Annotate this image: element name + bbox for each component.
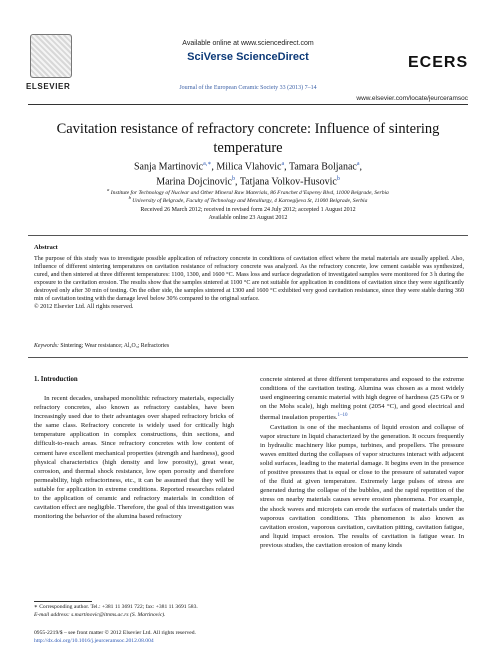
abstract-heading: Abstract	[34, 244, 58, 251]
intro-left-column: In recent decades, unshaped monolithic refractory materials, especially refractory concretes, also known as refractory castables, have been increasingly used due to their advantages over shaped refractory bricks of the same class. Refractory concrete is widely used for critically high temperature application in complex constructions, thin sections, and difficult-to-reach areas. Since refractory concretes with low content of cement have excellent mechanical properties (strength and hardness), good physical characteristics (high density and low porosity), great wear, corrosion, and thermal shock resistance, low open porosity and therefore permeability, high refractoriness, etc., it can be assumed that they will be suitable for application in extreme conditions. Reported researches related to the application of ceramic and refractory materials in condition of cavitation effect are negligible. Therefore, the goal of this investigation was monitoring the behavior of the alumina based refractory	[34, 395, 234, 521]
online-date: Available online 23 August 2012	[208, 215, 288, 221]
abstract-text: The purpose of this study was to investigate possible application of refractory concrete in conditions of cavitation effect where the metal materials are usually applied. Also, influence of different sintering temperatures on cavitation resistance of refractory concrete was analyzed. As the refractory concrete, low cement castable was synthesized, cured, and then sintered at three different temperatures: 1100, 1300, and 1600 °C. Mass loss and surface degradation of investigated samples were monitored for 3 h during the exposure to the cavitation erosion. The results show that the samples sintered at 1100 °C are not suitable for application in conditions of cavitation since they were significantly destroyed only after 30 min of testing. On the other side, the samples sintered at 1300 and 1600 °C exhibited very good cavitation resistance, since they were stable during 360 min of cavitation testing with the damage level below 30% compared to the original surface.	[34, 256, 464, 302]
intro-paragraph	[260, 375, 464, 423]
received-dates: Received 26 March 2012; received in revised form 24 July 2012; accepted 1 August 2012	[140, 207, 356, 213]
abstract-bottom-divider	[28, 357, 468, 358]
corresponding-author-note: ∗ Corresponding author. Tel.: +381 11 3691 722; fax: +381 11 3691 583.	[34, 604, 198, 610]
keywords	[34, 343, 169, 349]
author-name: Marina Dojcinovic	[156, 176, 232, 188]
author-name: Milica Vlahovic	[216, 161, 282, 173]
affiliation-text: Institute for Technology of Nuclear and Other Mineral Raw Materials, 86 Franchet d’Esperey Blvd, 11000 Belgrade, Serbia	[110, 189, 389, 196]
ecers-logo: ECERS	[408, 54, 469, 71]
author-affil-mark[interactable]: b	[232, 176, 235, 183]
author-affil-mark[interactable]: a	[356, 161, 360, 167]
journal-homepage-link[interactable]: www.elsevier.com/locate/jeurceramsoc	[356, 95, 468, 102]
article-title: Cavitation resistance of refractory concrete: Influence of sintering temperature	[56, 121, 440, 156]
author-name: Tamara Boljanac	[288, 161, 357, 173]
affiliation-mark: a	[107, 187, 110, 192]
author-affil-mark[interactable]: a,∗	[203, 161, 212, 167]
keywords-label: Keywords:	[34, 343, 59, 349]
intro-paragraph: Cavitation is one of the mechanisms of liquid erosion and collapse of vapor structure in liquid characterized by the generation. It occurs frequently in hydraulic machinery like pumps, turbines, and propellers. The pressure waves emitted during the collapses of vapor structures interact with adjacent solid surfaces, leading to the material damage. It begins even in the presence of positive pressures that is equal or close to the pressure of saturated vapor of the fluid at given temperature. Extremely large pulses of stress are generated during the collapse of the bubbles, and the rapid repetition of the stress on nearby materials causes severe erosion phenomena. For example, the shock waves and microjets can erode the surfaces of materials under the vaporous cavitation conditions. This phenomenon is also known as cavitation erosion, vaporous cavitation, cavitation pitting, cavitation fatigue, and liquid impact erosion. The results of cavitation is fatigue wear. In previous studies, the cavitation erosion of many kinds	[260, 423, 464, 549]
intro-paragraph-text: concrete sintered at three different temperatures and exposed to the extreme conditions of the cavitation testing. Alumina was chosen as a most widely used engineering ceramic material with high degree of hardness (25 GPa or 9 on the Mohs scale), high melting point (2054 °C), and good electrical and thermal insulation properties.	[260, 376, 464, 422]
header-divider	[28, 104, 468, 105]
footnote-divider	[34, 601, 92, 602]
author-affil-mark[interactable]: a	[281, 161, 285, 167]
affiliation-text: University of Belgrade, Faculty of Technology and Metallurgy, 4 Karnegijeva St, 11000 Belgrade, Serbia	[132, 197, 368, 204]
author-name: Tatjana Volkov-Husovic	[239, 176, 337, 188]
available-online-line	[0, 40, 496, 47]
elsevier-wordmark: ELSEVIER	[26, 82, 71, 91]
sciencedirect-link[interactable]: www.sciencedirect.com	[240, 40, 314, 47]
affiliation-b	[40, 194, 456, 205]
intro-right-column	[260, 375, 464, 550]
available-prefix: Available online at	[182, 40, 239, 47]
author-line-1: Sanja Martinovic$^{a,∗}$, Milica Vlahovic$^a$, Tamara Boljanac$^a$,	[133, 161, 363, 173]
journal-reference-link[interactable]: Journal of the European Ceramic Society 33 (2013) 7–14	[179, 85, 317, 91]
sciverse-brand: SciVerse ScienceDirect	[187, 51, 309, 63]
abstract-copyright: © 2012 Elsevier Ltd. All rights reserved.	[34, 304, 134, 310]
section-heading: 1. Introduction	[34, 376, 78, 383]
citation-link[interactable]: 1–10	[337, 413, 348, 419]
keywords-list: Sintering; Wear resistance; Al₂O₃; Refractories	[60, 343, 170, 349]
issn-note: 0955-2219/$ – see front matter © 2012 Elsevier Ltd. All rights reserved.	[34, 630, 196, 636]
email-note[interactable]: E-mail address: s.martinovic@itnms.ac.rs (S. Martinovic).	[34, 612, 166, 618]
affiliation-mark: b	[128, 195, 131, 200]
doi-link[interactable]: http://dx.doi.org/10.1016/j.jeurceramsoc.2012.08.004	[34, 638, 154, 644]
author-affil-mark[interactable]: b	[336, 176, 340, 183]
abstract-top-divider	[28, 235, 468, 236]
author-line-2: Marina Dojcinovic$^b$, Tatjana Volkov-Husovic$^b$	[156, 176, 340, 188]
author-list	[40, 158, 456, 189]
abstract-body	[34, 255, 464, 311]
author-name: Sanja Martinovic	[133, 161, 204, 173]
